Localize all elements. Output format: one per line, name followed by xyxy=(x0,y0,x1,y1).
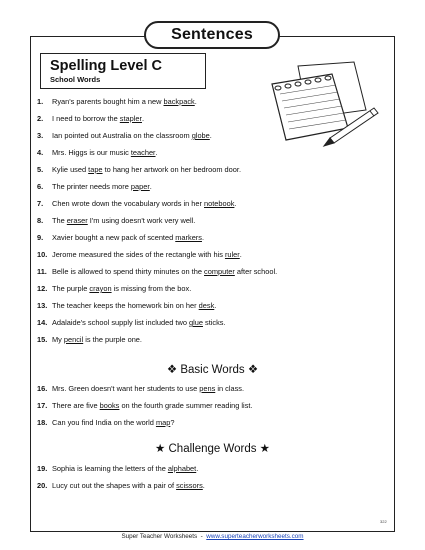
footer xyxy=(0,533,425,540)
level-title: Spelling Level C xyxy=(50,58,162,74)
notebook-pencil-icon xyxy=(258,58,386,148)
list-item: 15. My pencil is the purple one. xyxy=(37,335,142,344)
page-code: 322 xyxy=(380,519,387,524)
list-item: 6. The printer needs more paper . xyxy=(37,182,152,191)
list-item: 14. Adalaide's school supply list included two glue sticks. xyxy=(37,318,226,327)
footer-text: Super Teacher Worksheets - xyxy=(121,533,207,540)
footer-link[interactable]: www.superteacherworksheets.com xyxy=(206,533,304,540)
list-item: 3. Ian pointed out Australia on the classroom globe . xyxy=(37,131,212,140)
challenge-words-heading: ★ Challenge Words ★ xyxy=(154,443,270,455)
sentence-list-part1 xyxy=(37,93,277,348)
list-item: 10. Jerome measured the sides of the rectangle with his ruler . xyxy=(37,250,242,259)
list-item: 1. Ryan's parents bought him a new backpack . xyxy=(37,97,197,106)
basic-words-heading: ❖ Basic Words ❖ xyxy=(166,364,259,376)
sentence-list-part3 xyxy=(37,460,205,494)
list-item: 13. The teacher keeps the homework bin on her desk . xyxy=(37,301,217,310)
sentence-list-part2 xyxy=(37,380,253,431)
list-item: 9. Xavier bought a new pack of scented markers . xyxy=(37,233,205,242)
level-box xyxy=(40,53,206,89)
list-item: 16. Mrs. Green doesn't want her students to use pens in class. xyxy=(37,384,245,393)
list-item: 11. Belle is allowed to spend thirty minutes on the computer after school. xyxy=(37,267,278,276)
list-item: 7. Chen wrote down the vocabulary words in her notebook . xyxy=(37,199,237,208)
page-title: Sentences xyxy=(144,21,280,49)
list-item: 20. Lucy cut out the shapes with a pair of scissors . xyxy=(37,481,205,490)
list-item: 5. Kylie used tape to hang her artwork on her bedroom door. xyxy=(37,165,241,174)
list-item: 2. I need to borrow the stapler . xyxy=(37,114,145,123)
level-subtitle: School Words xyxy=(50,75,101,84)
list-item: 12. The purple crayon is missing from the box. xyxy=(37,284,192,293)
list-item: 19. Sophia is learning the letters of the alphabet . xyxy=(37,464,199,473)
list-item: 17. There are five books on the fourth grade summer reading list. xyxy=(37,401,253,410)
list-item: 18. Can you find India on the world map ? xyxy=(37,418,175,427)
list-item: 8. The eraser I'm using doesn't work very well. xyxy=(37,216,196,225)
list-item: 4. Mrs. Higgs is our music teacher . xyxy=(37,148,158,157)
